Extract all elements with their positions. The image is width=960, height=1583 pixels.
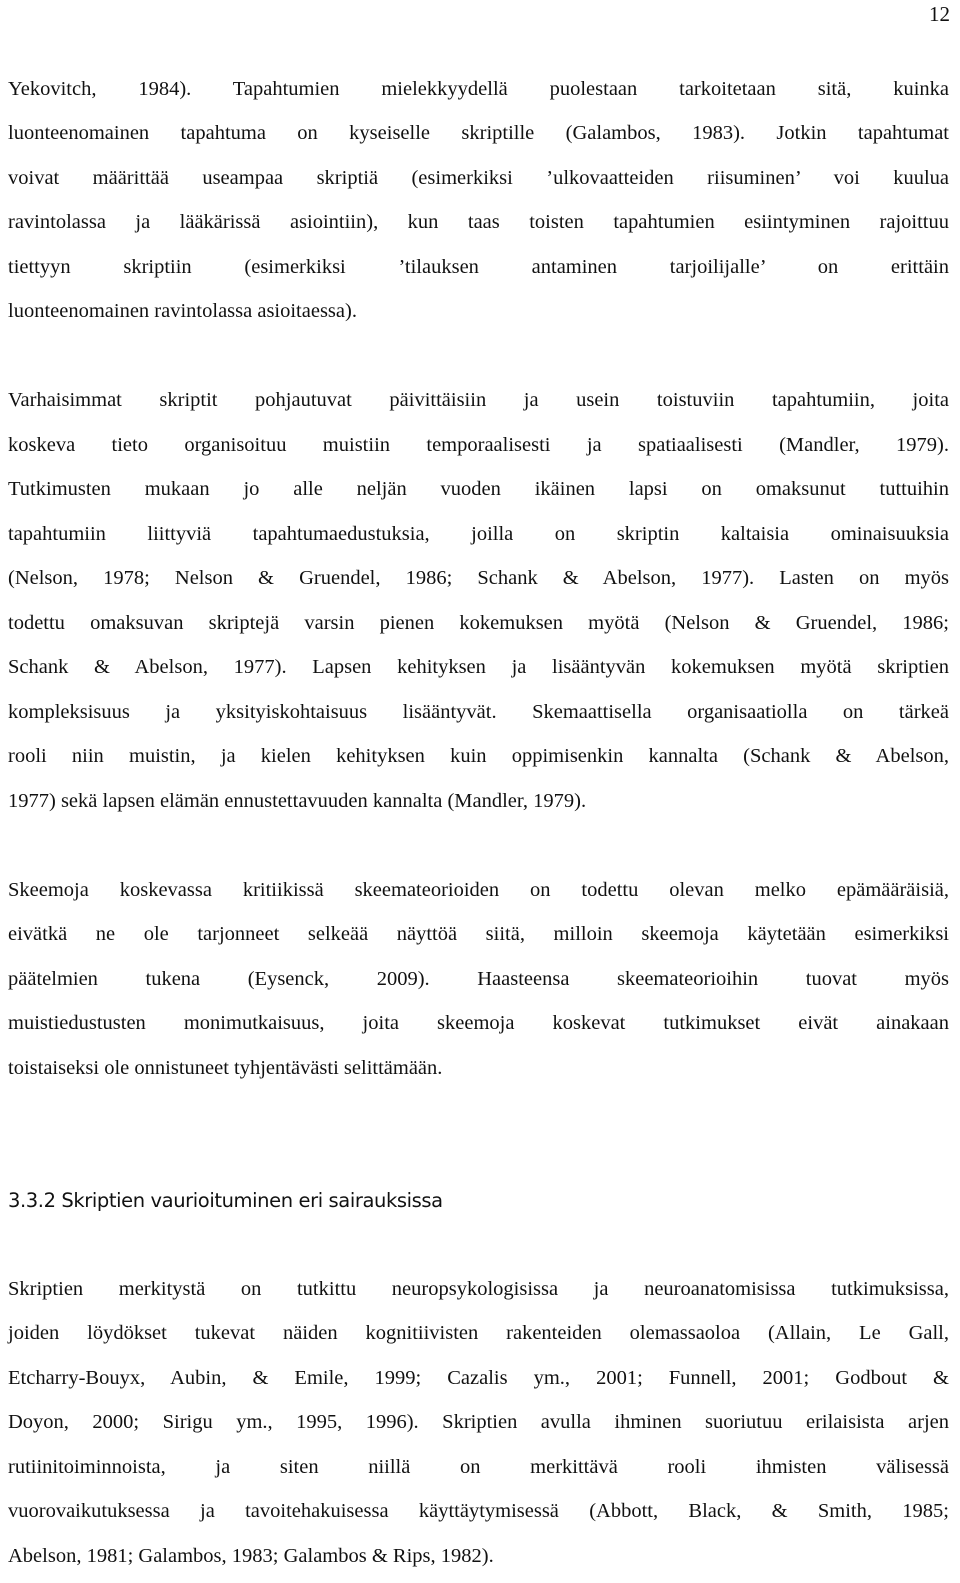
text-line: kompleksisuus ja yksityiskohtaisuus lisääntyvät. Skemaattisella organisaatiolla on tärkeä — [8, 701, 949, 723]
text-line: päätelmien tukena (Eysenck, 2009). Haasteensa skeemateorioihin tuovat myös — [8, 968, 949, 990]
text-line: rutiinitoiminnoista, ja siten niillä on merkittävä rooli ihmisten välisessä — [8, 1456, 949, 1478]
text-line: Schank & Abelson, 1977). Lapsen kehityksen ja lisääntyvän kokemuksen myötä skriptien — [8, 656, 949, 678]
page-number: 12 — [929, 2, 950, 26]
text-line: voivat määrittää useampaa skriptiä (esimerkiksi ’ulkovaatteiden riisuminen’ voi kuulua — [8, 167, 949, 189]
text-line: muistiedustusten monimutkaisuus, joita skeemoja koskevat tutkimukset eivät ainakaan — [8, 1012, 949, 1034]
text-line: tapahtumiin liittyviä tapahtumaedustuksia, joilla on skriptin kaltaisia ominaisuuksia — [8, 523, 949, 545]
text-line: 1977) sekä lapsen elämän ennustettavuuden kannalta (Mandler, 1979). — [8, 790, 587, 812]
text-line: todettu omaksuvan skriptejä varsin pienen kokemuksen myötä (Nelson & Gruendel, 1986; — [8, 612, 949, 634]
text-line: luonteenomainen ravintolassa asioitaessa). — [8, 300, 357, 322]
text-line: koskeva tieto organisoituu muistiin temporaalisesti ja spatiaalisesti (Mandler, 1979). — [8, 434, 949, 456]
text-line: Skriptien merkitystä on tutkittu neuropsykologisissa ja neuroanatomisissa tutkimuksissa, — [8, 1278, 949, 1300]
text-line: tiettyyn skriptiin (esimerkiksi ’tilauksen antaminen tarjoilijalle’ on erittäin — [8, 256, 949, 278]
text-line: rooli niin muistin, ja kielen kehityksen kuin oppimisenkin kannalta (Schank & Abelson, — [8, 745, 949, 767]
text-line: eivätkä ne ole tarjonneet selkeää näyttöä siitä, milloin skeemoja käytetään esimerkiksi — [8, 923, 949, 945]
text-line: luonteenomainen tapahtuma on kyseiselle skriptille (Galambos, 1983). Jotkin tapahtumat — [8, 122, 949, 144]
text-line: ravintolassa ja lääkärissä asiointiin), kun taas toisten tapahtumien esiintyminen rajoittuu — [8, 211, 949, 233]
text-line: (Nelson, 1978; Nelson & Gruendel, 1986; Schank & Abelson, 1977). Lasten on myös — [8, 567, 949, 589]
section-heading: 3.3.2 Skriptien vaurioituminen eri sairauksissa — [8, 1189, 443, 1212]
text-line: Doyon, 2000; Sirigu ym., 1995, 1996). Skriptien avulla ihminen suoriutuu erilaisista arjen — [8, 1411, 949, 1433]
text-line: vuorovaikutuksessa ja tavoitehakuisessa käyttäytymisessä (Abbott, Black, & Smith, 1985; — [8, 1500, 949, 1522]
text-line: joiden löydökset tukevat näiden kognitiivisten rakenteiden olemassaoloa (Allain, Le Gall, — [8, 1322, 949, 1344]
text-line: Abelson, 1981; Galambos, 1983; Galambos & Rips, 1982). — [8, 1545, 494, 1567]
text-line: Tutkimusten mukaan jo alle neljän vuoden ikäinen lapsi on omaksunut tuttuihin — [8, 478, 949, 500]
text-line: Etcharry-Bouyx, Aubin, & Emile, 1999; Cazalis ym., 2001; Funnell, 2001; Godbout & — [8, 1367, 949, 1389]
text-line: toistaiseksi ole onnistuneet tyhjentävästi selittämään. — [8, 1057, 443, 1079]
text-line: Varhaisimmat skriptit pohjautuvat päivittäisiin ja usein toistuviin tapahtumiin, joita — [8, 389, 949, 411]
text-line: Skeemoja koskevassa kritiikissä skeemateorioiden on todettu olevan melko epämääräisiä, — [8, 879, 949, 901]
text-line: Yekovitch, 1984). Tapahtumien mielekkyydellä puolestaan tarkoitetaan sitä, kuinka — [8, 78, 949, 100]
